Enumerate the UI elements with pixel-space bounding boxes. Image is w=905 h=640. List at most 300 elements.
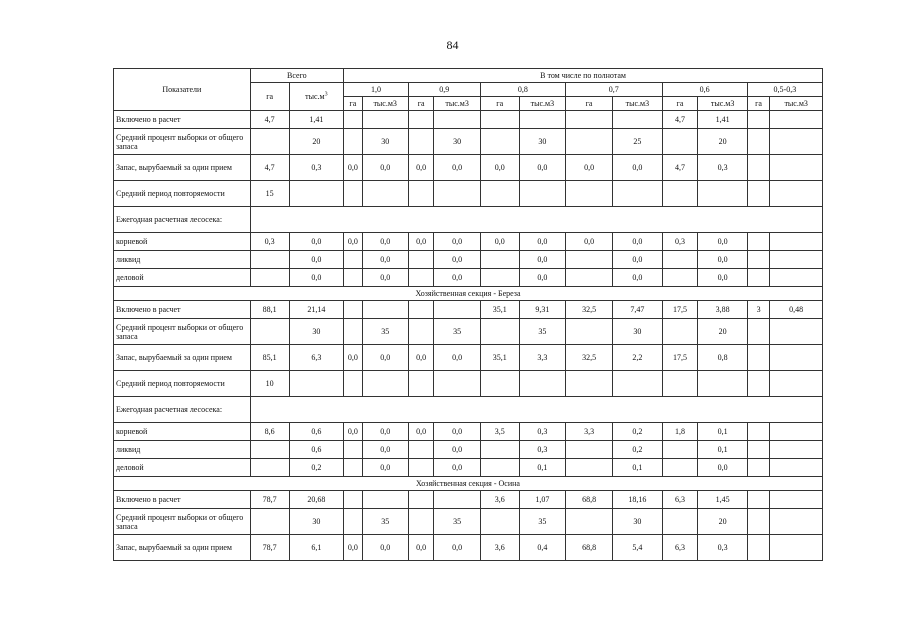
- table-cell: [344, 371, 362, 397]
- table-cell: 30: [362, 129, 408, 155]
- table-cell: [434, 301, 480, 319]
- table-cell: [747, 129, 770, 155]
- table-cell: 0,3: [698, 155, 747, 181]
- table-cell: 3,6: [480, 491, 519, 509]
- table-cell: 0,0: [480, 233, 519, 251]
- table-cell: [747, 181, 770, 207]
- table-cell: 0,0: [344, 345, 362, 371]
- page-number: 84: [446, 38, 459, 52]
- table-cell: 0,2: [289, 459, 343, 477]
- table-cell: [747, 345, 770, 371]
- table-row: [114, 371, 823, 397]
- table-cell: [747, 371, 770, 397]
- header-density: 0,6: [662, 83, 747, 97]
- header-density: 1,0: [344, 83, 409, 97]
- table-cell: [408, 129, 434, 155]
- table-cell: 0,0: [362, 459, 408, 477]
- table-cell: [565, 181, 612, 207]
- table-cell: [344, 269, 362, 287]
- table-cell: 4,7: [662, 111, 698, 129]
- header-ha: га: [747, 97, 770, 111]
- table-cell: [747, 251, 770, 269]
- table-cell: 0,0: [698, 251, 747, 269]
- table-cell: [250, 207, 822, 233]
- table-cell: 0,0: [289, 233, 343, 251]
- table-cell: [770, 371, 823, 397]
- table-cell: 0,3: [519, 441, 565, 459]
- header-density: 0,9: [408, 83, 480, 97]
- table-cell: [613, 111, 662, 129]
- table-cell: 30: [289, 319, 343, 345]
- table-cell: [698, 371, 747, 397]
- table-cell: 3,3: [565, 423, 612, 441]
- table-cell: 9,31: [519, 301, 565, 319]
- table-cell: 0,0: [434, 535, 480, 561]
- header-ha: га: [565, 97, 612, 111]
- table-row: [114, 233, 823, 251]
- table-cell: [747, 535, 770, 561]
- table-cell: 1,45: [698, 491, 747, 509]
- table-cell: 0,0: [408, 345, 434, 371]
- table-cell: 6,1: [289, 535, 343, 561]
- table-cell: 30: [613, 319, 662, 345]
- table-cell: 0,0: [362, 251, 408, 269]
- table-cell: 0,48: [770, 301, 823, 319]
- table-cell: 0,0: [344, 423, 362, 441]
- table-body: [114, 111, 823, 561]
- table-cell: [434, 111, 480, 129]
- table-row: [114, 491, 823, 509]
- row-label: Включено в расчет: [114, 111, 251, 129]
- table-cell: [344, 441, 362, 459]
- table-cell: [408, 371, 434, 397]
- table-cell: 0,0: [289, 269, 343, 287]
- table-cell: 0,0: [519, 155, 565, 181]
- table-cell: 68,8: [565, 535, 612, 561]
- table-cell: [344, 459, 362, 477]
- section-title: Хозяйственная секция - Осина: [114, 477, 823, 491]
- table-cell: 0,0: [434, 155, 480, 181]
- table-cell: [289, 371, 343, 397]
- table-cell: 0,2: [613, 423, 662, 441]
- table-cell: 20: [289, 129, 343, 155]
- row-label: Запас, вырубаемый за один прием: [114, 345, 251, 371]
- table-cell: [662, 181, 698, 207]
- table-cell: [362, 301, 408, 319]
- table-cell: 4,7: [250, 111, 289, 129]
- table-cell: [747, 269, 770, 287]
- header-m3: тыс.м3: [613, 97, 662, 111]
- forest-calculation-table: [113, 68, 823, 561]
- table-cell: [480, 371, 519, 397]
- table-cell: [250, 319, 289, 345]
- header-ha: га: [344, 97, 362, 111]
- table-cell: 0,0: [519, 251, 565, 269]
- table-cell: [747, 423, 770, 441]
- table-cell: 17,5: [662, 345, 698, 371]
- table-cell: [434, 371, 480, 397]
- table-cell: 0,2: [613, 441, 662, 459]
- table-row: [114, 155, 823, 181]
- table-cell: [408, 459, 434, 477]
- table-cell: 0,0: [434, 459, 480, 477]
- table-cell: 35: [362, 509, 408, 535]
- table-cell: [698, 181, 747, 207]
- table-cell: [434, 491, 480, 509]
- table-cell: [770, 233, 823, 251]
- table-cell: [613, 181, 662, 207]
- table-cell: 78,7: [250, 491, 289, 509]
- table-cell: 6,3: [662, 491, 698, 509]
- table-cell: [747, 509, 770, 535]
- header-total-ha: га: [250, 83, 289, 111]
- table-cell: 0,8: [698, 345, 747, 371]
- table-cell: 21,14: [289, 301, 343, 319]
- table-cell: [770, 269, 823, 287]
- table-cell: [662, 319, 698, 345]
- header-indicators: Показатели: [114, 69, 251, 111]
- table-cell: [770, 319, 823, 345]
- row-label: Ежегодная расчетная лесосека:: [114, 397, 251, 423]
- table-cell: [519, 111, 565, 129]
- table-cell: 0,0: [362, 269, 408, 287]
- table-cell: 0,0: [519, 269, 565, 287]
- table-cell: 35: [434, 319, 480, 345]
- table-cell: 85,1: [250, 345, 289, 371]
- table-cell: [408, 269, 434, 287]
- table-cell: 18,16: [613, 491, 662, 509]
- row-label: ликвид: [114, 441, 251, 459]
- table-cell: [344, 181, 362, 207]
- table-cell: [519, 371, 565, 397]
- table-cell: 0,0: [698, 233, 747, 251]
- table-cell: 0,0: [565, 233, 612, 251]
- header-ha: га: [408, 97, 434, 111]
- table-cell: 0,4: [519, 535, 565, 561]
- row-label: Средний период повторяемости: [114, 181, 251, 207]
- table-cell: 0,0: [613, 155, 662, 181]
- table-cell: [344, 491, 362, 509]
- table-row: [114, 301, 823, 319]
- header-m3: тыс.м3: [698, 97, 747, 111]
- table-cell: 0,0: [362, 155, 408, 181]
- table-cell: [565, 509, 612, 535]
- table-cell: 1,07: [519, 491, 565, 509]
- table-cell: 0,0: [408, 535, 434, 561]
- header-ha: га: [662, 97, 698, 111]
- table-cell: 32,5: [565, 345, 612, 371]
- table-cell: [408, 251, 434, 269]
- table-cell: 0,6: [289, 441, 343, 459]
- table-cell: [613, 371, 662, 397]
- table-cell: 0,0: [613, 269, 662, 287]
- table-cell: [362, 371, 408, 397]
- table-cell: [770, 459, 823, 477]
- table-cell: [747, 155, 770, 181]
- table-cell: 0,0: [362, 535, 408, 561]
- header-density: 0,8: [480, 83, 565, 97]
- table-cell: 25: [613, 129, 662, 155]
- header-by-density: В том числе по полнотам: [344, 69, 823, 83]
- table-cell: 30: [289, 509, 343, 535]
- table-cell: [344, 319, 362, 345]
- section-title: Хозяйственная секция - Береза: [114, 287, 823, 301]
- table-cell: 88,1: [250, 301, 289, 319]
- row-label: Средний процент выборки от общего запаса: [114, 319, 251, 345]
- table-cell: [250, 269, 289, 287]
- table-cell: [662, 269, 698, 287]
- table-cell: 8,6: [250, 423, 289, 441]
- table-cell: 0,3: [250, 233, 289, 251]
- table-cell: [250, 441, 289, 459]
- table-row: [114, 535, 823, 561]
- table-cell: [770, 251, 823, 269]
- table-row: [114, 207, 823, 233]
- table-cell: [408, 491, 434, 509]
- table-cell: 0,0: [434, 269, 480, 287]
- table-cell: [250, 509, 289, 535]
- table-cell: 35: [362, 319, 408, 345]
- table-row: [114, 181, 823, 207]
- header-density: 0,7: [565, 83, 662, 97]
- table-row: [114, 509, 823, 535]
- row-label: Средний процент выборки от общего запаса: [114, 129, 251, 155]
- section-title-row: [114, 287, 823, 301]
- table-cell: 0,0: [408, 233, 434, 251]
- table-cell: [662, 509, 698, 535]
- table-cell: 20: [698, 129, 747, 155]
- table-cell: 7,47: [613, 301, 662, 319]
- table-cell: [344, 111, 362, 129]
- table-cell: [770, 441, 823, 459]
- table-cell: [408, 509, 434, 535]
- table-cell: 6,3: [289, 345, 343, 371]
- table-row: [114, 129, 823, 155]
- table-row: [114, 111, 823, 129]
- table-cell: 35: [519, 509, 565, 535]
- table-cell: [747, 441, 770, 459]
- header-m3: тыс.м3: [770, 97, 823, 111]
- table-cell: 3,88: [698, 301, 747, 319]
- table-cell: [408, 111, 434, 129]
- table-cell: [344, 301, 362, 319]
- table-cell: 1,41: [289, 111, 343, 129]
- table-cell: 0,1: [698, 441, 747, 459]
- table-cell: [480, 441, 519, 459]
- table-cell: 0,0: [344, 535, 362, 561]
- table-cell: [565, 269, 612, 287]
- table-cell: [408, 301, 434, 319]
- table-cell: 3,5: [480, 423, 519, 441]
- table-cell: [480, 319, 519, 345]
- table-cell: 0,3: [698, 535, 747, 561]
- table-cell: [747, 111, 770, 129]
- table-cell: 0,0: [289, 251, 343, 269]
- table-cell: [662, 251, 698, 269]
- table-cell: [408, 441, 434, 459]
- header-m3: тыс.м3: [362, 97, 408, 111]
- table-cell: [662, 129, 698, 155]
- table-cell: [408, 319, 434, 345]
- header-total: Всего: [250, 69, 343, 83]
- table-cell: [747, 459, 770, 477]
- table-cell: 0,3: [519, 423, 565, 441]
- table-cell: [770, 111, 823, 129]
- table-cell: [565, 111, 612, 129]
- table-header: [114, 69, 823, 111]
- table-cell: [565, 251, 612, 269]
- table-cell: 0,0: [434, 345, 480, 371]
- header-ha: га: [480, 97, 519, 111]
- table-cell: 0,0: [362, 233, 408, 251]
- table-cell: [565, 319, 612, 345]
- table-cell: [250, 397, 822, 423]
- table-cell: 35: [434, 509, 480, 535]
- table-cell: [362, 491, 408, 509]
- table-cell: 0,1: [519, 459, 565, 477]
- row-label: деловой: [114, 269, 251, 287]
- header-density: 0,5-0,3: [747, 83, 822, 97]
- table-cell: 2,2: [613, 345, 662, 371]
- row-label: Запас, вырубаемый за один прием: [114, 155, 251, 181]
- row-label: корневой: [114, 233, 251, 251]
- table-cell: [770, 181, 823, 207]
- header-m3: тыс.м3: [434, 97, 480, 111]
- table-cell: 0,0: [613, 251, 662, 269]
- header-total-m3: $тыс.м^3$: [289, 83, 343, 111]
- row-label: Включено в расчет: [114, 301, 251, 319]
- table-cell: 20: [698, 319, 747, 345]
- table-cell: [770, 129, 823, 155]
- table-cell: 0,0: [362, 441, 408, 459]
- row-label: корневой: [114, 423, 251, 441]
- table-cell: [289, 181, 343, 207]
- table-cell: [565, 129, 612, 155]
- table-cell: [344, 509, 362, 535]
- table-cell: 0,6: [289, 423, 343, 441]
- table-cell: [480, 459, 519, 477]
- table-cell: [662, 371, 698, 397]
- row-label: Средний период повторяемости: [114, 371, 251, 397]
- table-cell: 0,0: [408, 423, 434, 441]
- table-cell: 17,5: [662, 301, 698, 319]
- table-row: [114, 319, 823, 345]
- table-cell: [565, 371, 612, 397]
- table-cell: 20,68: [289, 491, 343, 509]
- table-cell: 0,0: [698, 269, 747, 287]
- table-cell: [250, 129, 289, 155]
- table-row: [114, 459, 823, 477]
- table-cell: 30: [613, 509, 662, 535]
- table-cell: [344, 251, 362, 269]
- table-cell: [362, 111, 408, 129]
- table-cell: 0,0: [434, 423, 480, 441]
- table-row: [114, 397, 823, 423]
- table-cell: 1,8: [662, 423, 698, 441]
- table-cell: [250, 251, 289, 269]
- table-cell: 35,1: [480, 345, 519, 371]
- row-label: Средний процент выборки от общего запаса: [114, 509, 251, 535]
- table-cell: 1,41: [698, 111, 747, 129]
- table-row: [114, 423, 823, 441]
- table-row: [114, 441, 823, 459]
- table-cell: 0,0: [565, 155, 612, 181]
- table-row: [114, 251, 823, 269]
- row-label: деловой: [114, 459, 251, 477]
- table-cell: [250, 459, 289, 477]
- table-cell: 3,6: [480, 535, 519, 561]
- table-cell: 68,8: [565, 491, 612, 509]
- table-row: [114, 269, 823, 287]
- table-cell: [519, 181, 565, 207]
- table-cell: [747, 491, 770, 509]
- table-cell: [362, 181, 408, 207]
- table-cell: 3: [747, 301, 770, 319]
- row-label: ликвид: [114, 251, 251, 269]
- table-cell: 4,7: [250, 155, 289, 181]
- table-cell: 0,0: [434, 251, 480, 269]
- table-cell: 0,1: [613, 459, 662, 477]
- table-cell: [770, 155, 823, 181]
- table-cell: 30: [434, 129, 480, 155]
- table-cell: 35,1: [480, 301, 519, 319]
- table-cell: 6,3: [662, 535, 698, 561]
- table-cell: 32,5: [565, 301, 612, 319]
- table-cell: 0,3: [289, 155, 343, 181]
- table-cell: 0,0: [519, 233, 565, 251]
- table-cell: 0,0: [362, 345, 408, 371]
- row-label: Ежегодная расчетная лесосека:: [114, 207, 251, 233]
- table-cell: [480, 251, 519, 269]
- table-cell: [662, 459, 698, 477]
- header-m3: тыс.м3: [519, 97, 565, 111]
- table-cell: [480, 181, 519, 207]
- table-cell: [408, 181, 434, 207]
- table-cell: [770, 345, 823, 371]
- table-cell: 0,3: [662, 233, 698, 251]
- table-row: [114, 345, 823, 371]
- table-cell: 0,0: [362, 423, 408, 441]
- table-cell: 0,0: [698, 459, 747, 477]
- table-cell: [344, 129, 362, 155]
- row-label: Включено в расчет: [114, 491, 251, 509]
- table-cell: [565, 459, 612, 477]
- table-cell: 0,1: [698, 423, 747, 441]
- row-label: Запас, вырубаемый за один прием: [114, 535, 251, 561]
- table-cell: 35: [519, 319, 565, 345]
- table-cell: 30: [519, 129, 565, 155]
- table-cell: 0,0: [344, 155, 362, 181]
- table-cell: 0,0: [344, 233, 362, 251]
- table-cell: 0,0: [434, 441, 480, 459]
- table-cell: [747, 319, 770, 345]
- table-cell: [434, 181, 480, 207]
- table-cell: 20: [698, 509, 747, 535]
- table-cell: [480, 111, 519, 129]
- table-cell: [662, 441, 698, 459]
- table-cell: [770, 509, 823, 535]
- table-cell: 3,3: [519, 345, 565, 371]
- table-cell: 0,0: [480, 155, 519, 181]
- table-cell: [480, 129, 519, 155]
- section-title-row: [114, 477, 823, 491]
- table-cell: [565, 441, 612, 459]
- table-cell: [770, 491, 823, 509]
- table-cell: [770, 423, 823, 441]
- table-cell: 15: [250, 181, 289, 207]
- table-cell: 4,7: [662, 155, 698, 181]
- table-cell: 0,0: [613, 233, 662, 251]
